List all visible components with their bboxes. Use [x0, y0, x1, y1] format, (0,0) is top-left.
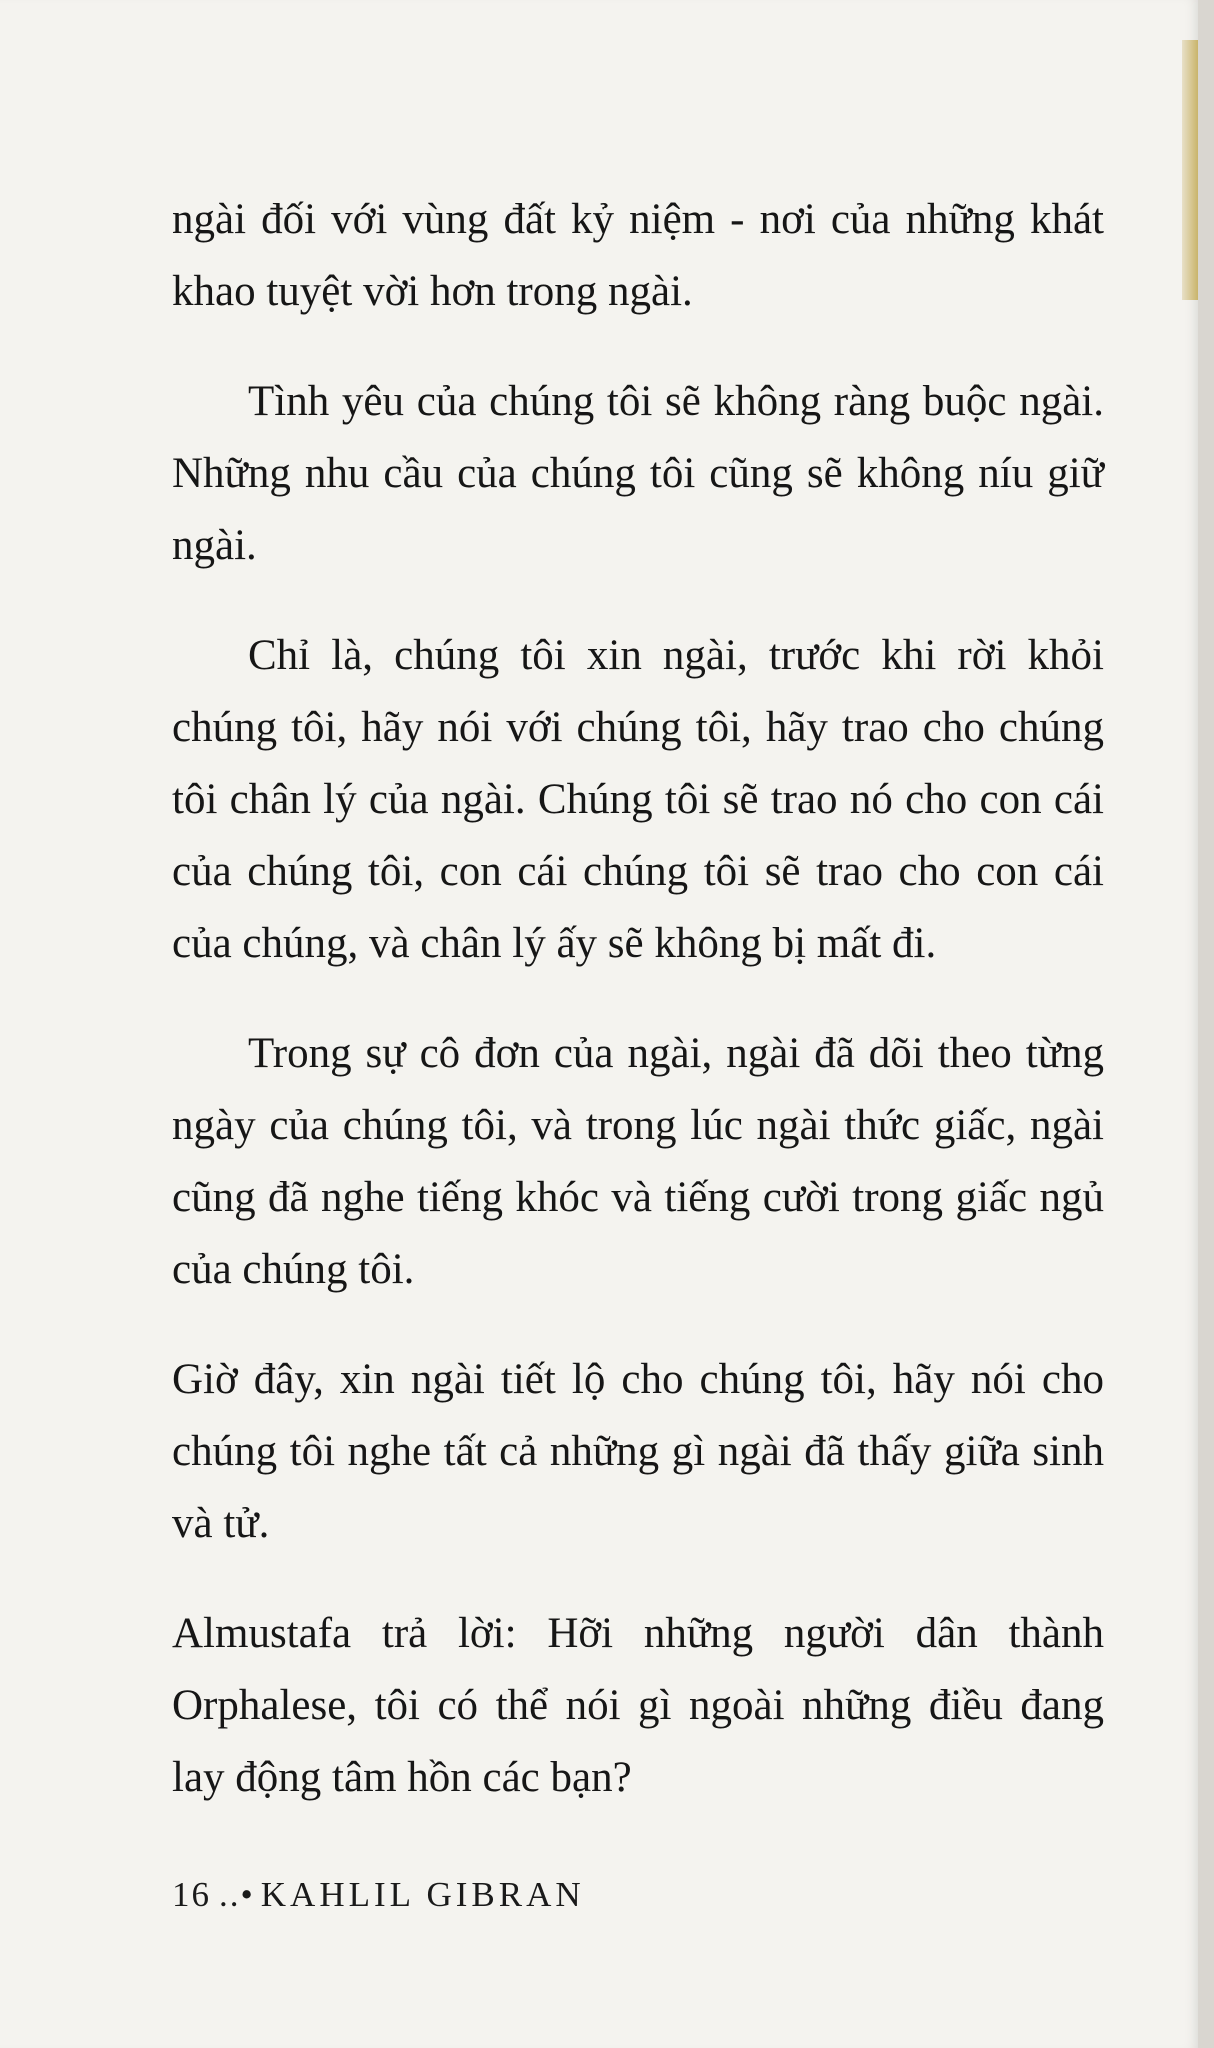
page-footer — [172, 1875, 585, 1915]
author-name: KAHLIL GIBRAN — [260, 1875, 585, 1914]
body-text — [172, 184, 1104, 1852]
page-number: 16 — [172, 1875, 211, 1914]
paragraph-1: ngài đối với vùng đất kỷ niệm - nơi của những khát khao tuyệt vời hơn trong ngài. — [172, 196, 1104, 315]
paragraph-5: Giờ đây, xin ngài tiết lộ cho chúng tôi, hãy nói cho chúng tôi nghe tất cả những gì ngài đã thấy giữa sinh và tử. — [172, 1356, 1104, 1547]
page-edge-decoration — [1182, 40, 1198, 300]
paragraph-3: Chỉ là, chúng tôi xin ngài, trước khi rời khỏi chúng tôi, hãy nói với chúng tôi, hãy trao cho chúng tôi chân lý của ngài. Chúng tôi sẽ trao nó cho con cái của chúng tôi, con cái chúng tôi sẽ trao cho con cái của chúng, và chân lý ấy sẽ không bị mất đi. — [172, 632, 1104, 967]
paragraph-4: Trong sự cô đơn của ngài, ngài đã dõi theo từng ngày của chúng tôi, và trong lúc ngài thức giấc, ngài cũng đã nghe tiếng khóc và tiếng cười trong giấc ngủ của chúng tôi. — [172, 1030, 1104, 1293]
paragraph-6: Almustafa trả lời: Hỡi những người dân thành Orphalese, tôi có thể nói gì ngoài những điều đang lay động tâm hồn các bạn? — [172, 1610, 1104, 1801]
footer-separator: ..• — [219, 1875, 255, 1914]
paragraph-2: Tình yêu của chúng tôi sẽ không ràng buộc ngài. Những nhu cầu của chúng tôi cũng sẽ không níu giữ ngài. — [172, 378, 1104, 569]
